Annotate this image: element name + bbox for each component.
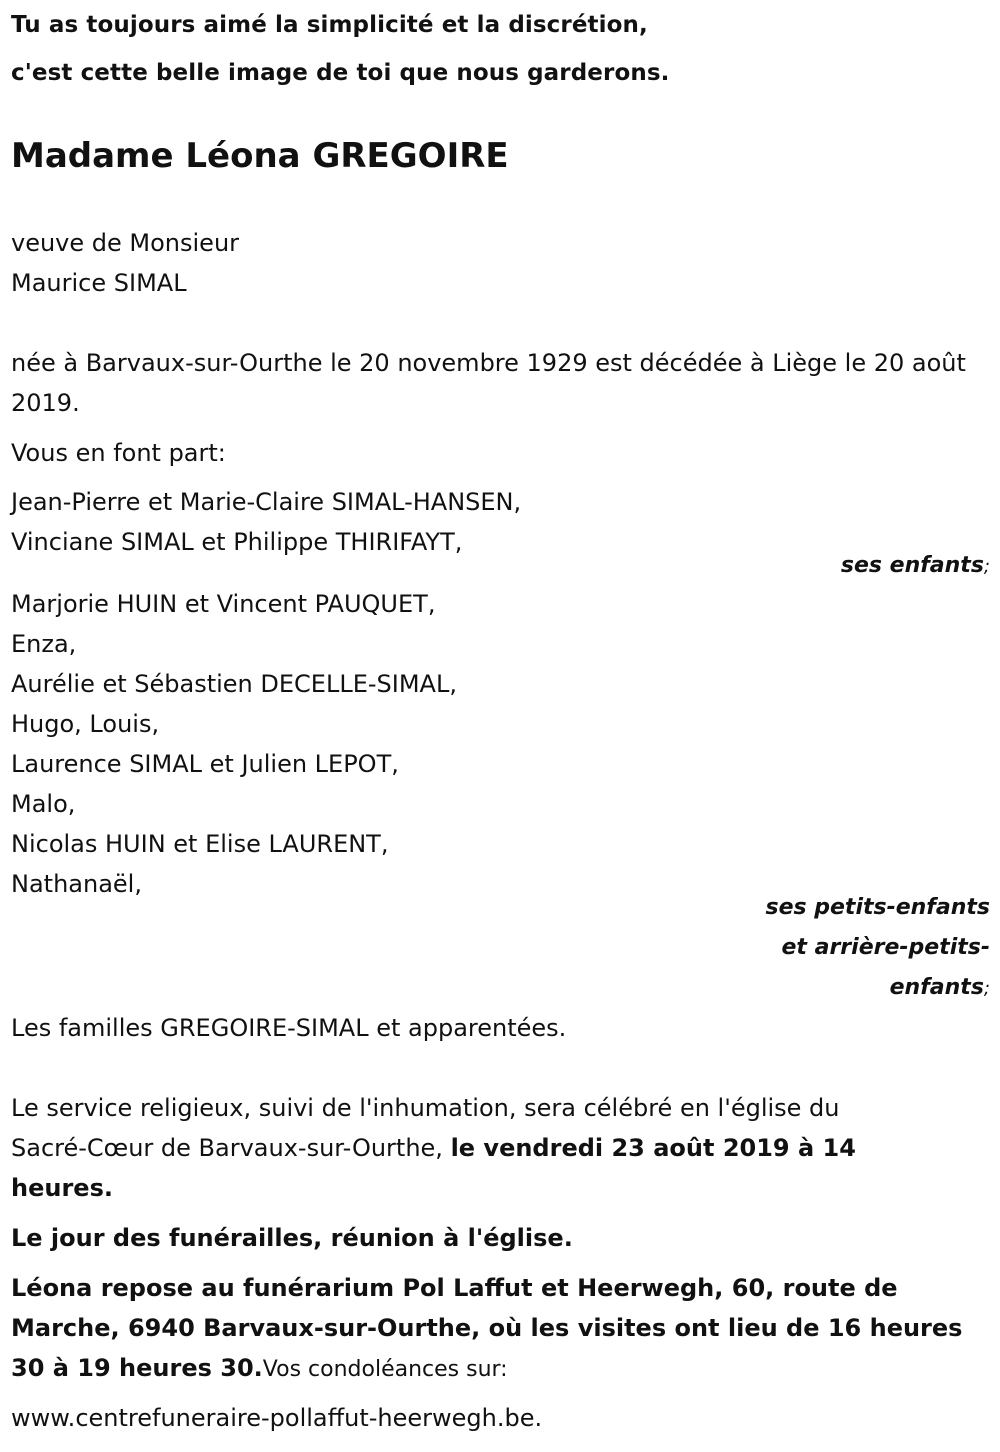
grandchild-2: Enza, — [11, 630, 77, 658]
quote-line-1: Tu as toujours aimé la simplicité et la discrétion, — [11, 12, 648, 38]
quote-line-2: c'est cette belle image de toi que nous garderons. — [11, 60, 670, 86]
grandchildren-label-line-3: enfants; — [889, 975, 990, 1000]
service-date: le vendredi 23 août 2019 à 14 heures. — [11, 1134, 856, 1202]
grandchild-7: Nicolas HUIN et Elise LAURENT, — [11, 830, 389, 858]
grandchild-4: Hugo, Louis, — [11, 710, 160, 738]
funerarium-paragraph — [11, 1268, 986, 1390]
service-paragraph — [11, 1088, 911, 1208]
grandchild-8: Nathanaël, — [11, 870, 142, 898]
birth-death-statement: née à Barvaux-sur-Ourthe le 20 novembre 1929 est décédée à Liège le 20 août 2019. — [11, 349, 966, 417]
children-label: ses enfants; — [840, 553, 990, 578]
condolences-text: Vos condoléances sur: — [262, 1357, 508, 1382]
child-2: Vinciane SIMAL et Philippe THIRIFAYT, — [11, 528, 463, 556]
deceased-name: Madame Léona GREGOIRE — [11, 136, 509, 176]
grandchild-3: Aurélie et Sébastien DECELLE-SIMAL, — [11, 670, 457, 698]
announcement: Vous en font part: — [11, 439, 226, 467]
families-line: Les familles GREGOIRE-SIMAL et apparentées. — [11, 1014, 567, 1042]
widow-line-2: Maurice SIMAL — [11, 269, 187, 297]
website-link[interactable]: www.centrefuneraire-pollaffut-heerwegh.be. — [11, 1404, 543, 1432]
widow-line-1: veuve de Monsieur — [11, 229, 240, 257]
child-1: Jean-Pierre et Marie-Claire SIMAL-HANSEN, — [11, 488, 522, 516]
grandchild-6: Malo, — [11, 790, 76, 818]
service-text: Le service religieux, suivi de l'inhumation, sera célébré en l'église du Sacré-Cœur de Barvaux-sur-Ourthe, — [11, 1094, 840, 1162]
meeting-line: Le jour des funérailles, réunion à l'église. — [11, 1224, 573, 1252]
grandchild-1: Marjorie HUIN et Vincent PAUQUET, — [11, 590, 436, 618]
grandchild-5: Laurence SIMAL et Julien LEPOT, — [11, 750, 399, 778]
grandchildren-label-line-1: ses petits-enfants — [765, 895, 990, 920]
funerarium-text: Léona repose au funérarium Pol Laffut et Heerwegh, 60, route de Marche, 6940 Barvaux-sur-Ourthe, où les visites ont lieu de 16 heures 30 à 19 heures 30. — [11, 1274, 963, 1382]
grandchildren-label-line-2: et arrière-petits- — [781, 935, 990, 960]
